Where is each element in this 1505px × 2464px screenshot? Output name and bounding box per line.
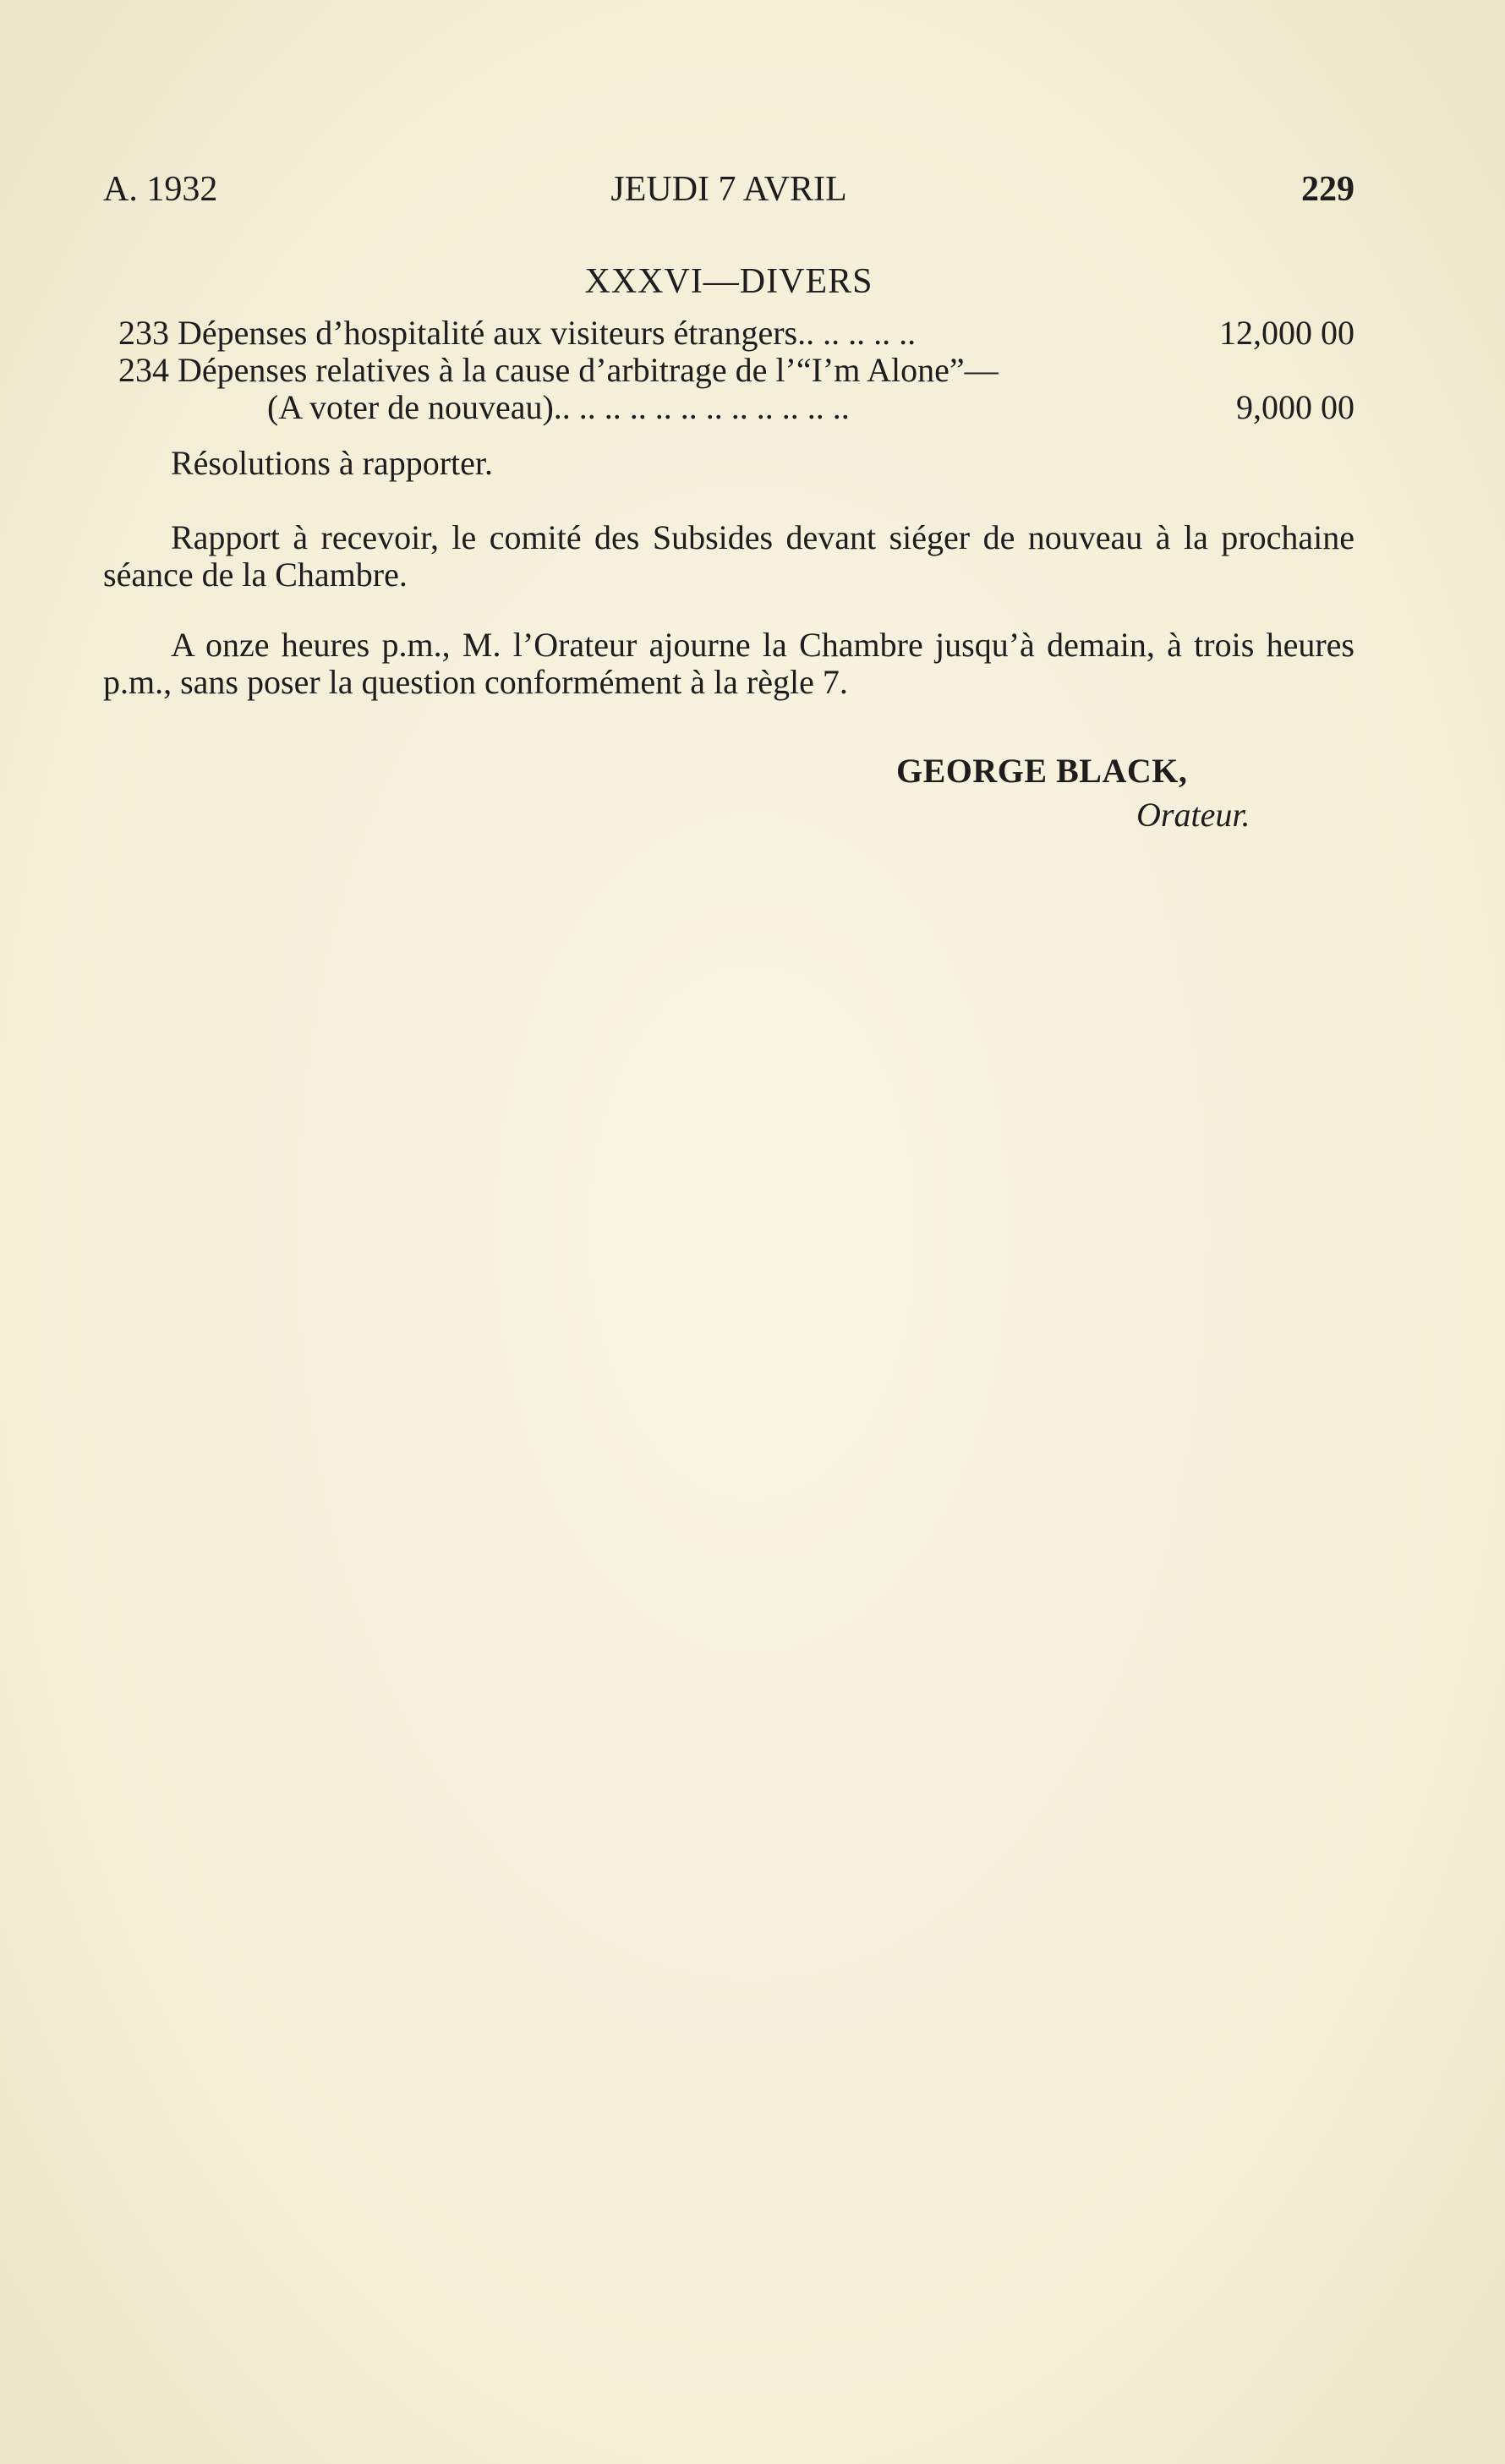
running-header: [103, 166, 1354, 213]
estimate-entry-233: [118, 315, 1354, 352]
paragraph-report: Rapport à recevoir, le comité des Subsides devant siéger de nouveau à la prochaine séance de la Chambre.: [103, 518, 1354, 594]
entry-text: Dépenses d’hospitalité aux visiteurs étrangers.. .. .. .. ..: [178, 314, 917, 352]
entry-amount: 12,000 00: [1219, 314, 1354, 352]
page-number: 229: [1301, 170, 1354, 209]
document-page: [103, 0, 1354, 2464]
header-year: A. 1932: [103, 170, 218, 209]
header-date: JEUDI 7 AVRIL: [610, 170, 847, 209]
signatory-name: GEORGE BLACK,: [896, 752, 1188, 790]
entry-text: Dépenses relatives à la cause d’arbitrage de l’“I’m Alone”—: [178, 351, 999, 389]
signatory-title: Orateur.: [1136, 796, 1251, 834]
section-title: XXXVI—DIVERS: [584, 262, 873, 301]
estimates-list: [118, 315, 1354, 426]
entry-number: 233: [118, 314, 169, 352]
resolutions-line: Résolutions à rapporter.: [171, 444, 494, 482]
entry-amount: 9,000 00: [1236, 388, 1354, 426]
entry-number: 234: [118, 351, 169, 389]
entry-continuation-text: (A voter de nouveau).. .. .. .. .. .. .. .. .. .. .. ..: [267, 388, 850, 426]
paragraph-adjournment: A onze heures p.m., M. l’Orateur ajourne la Chambre jusqu’à demain, à trois heures p.m., sans poser la question conformément à la règle 7.: [103, 626, 1354, 701]
estimate-entry-234-continuation: [118, 389, 1354, 426]
estimate-entry-234: [118, 352, 1354, 389]
signature-block: [896, 751, 1250, 835]
